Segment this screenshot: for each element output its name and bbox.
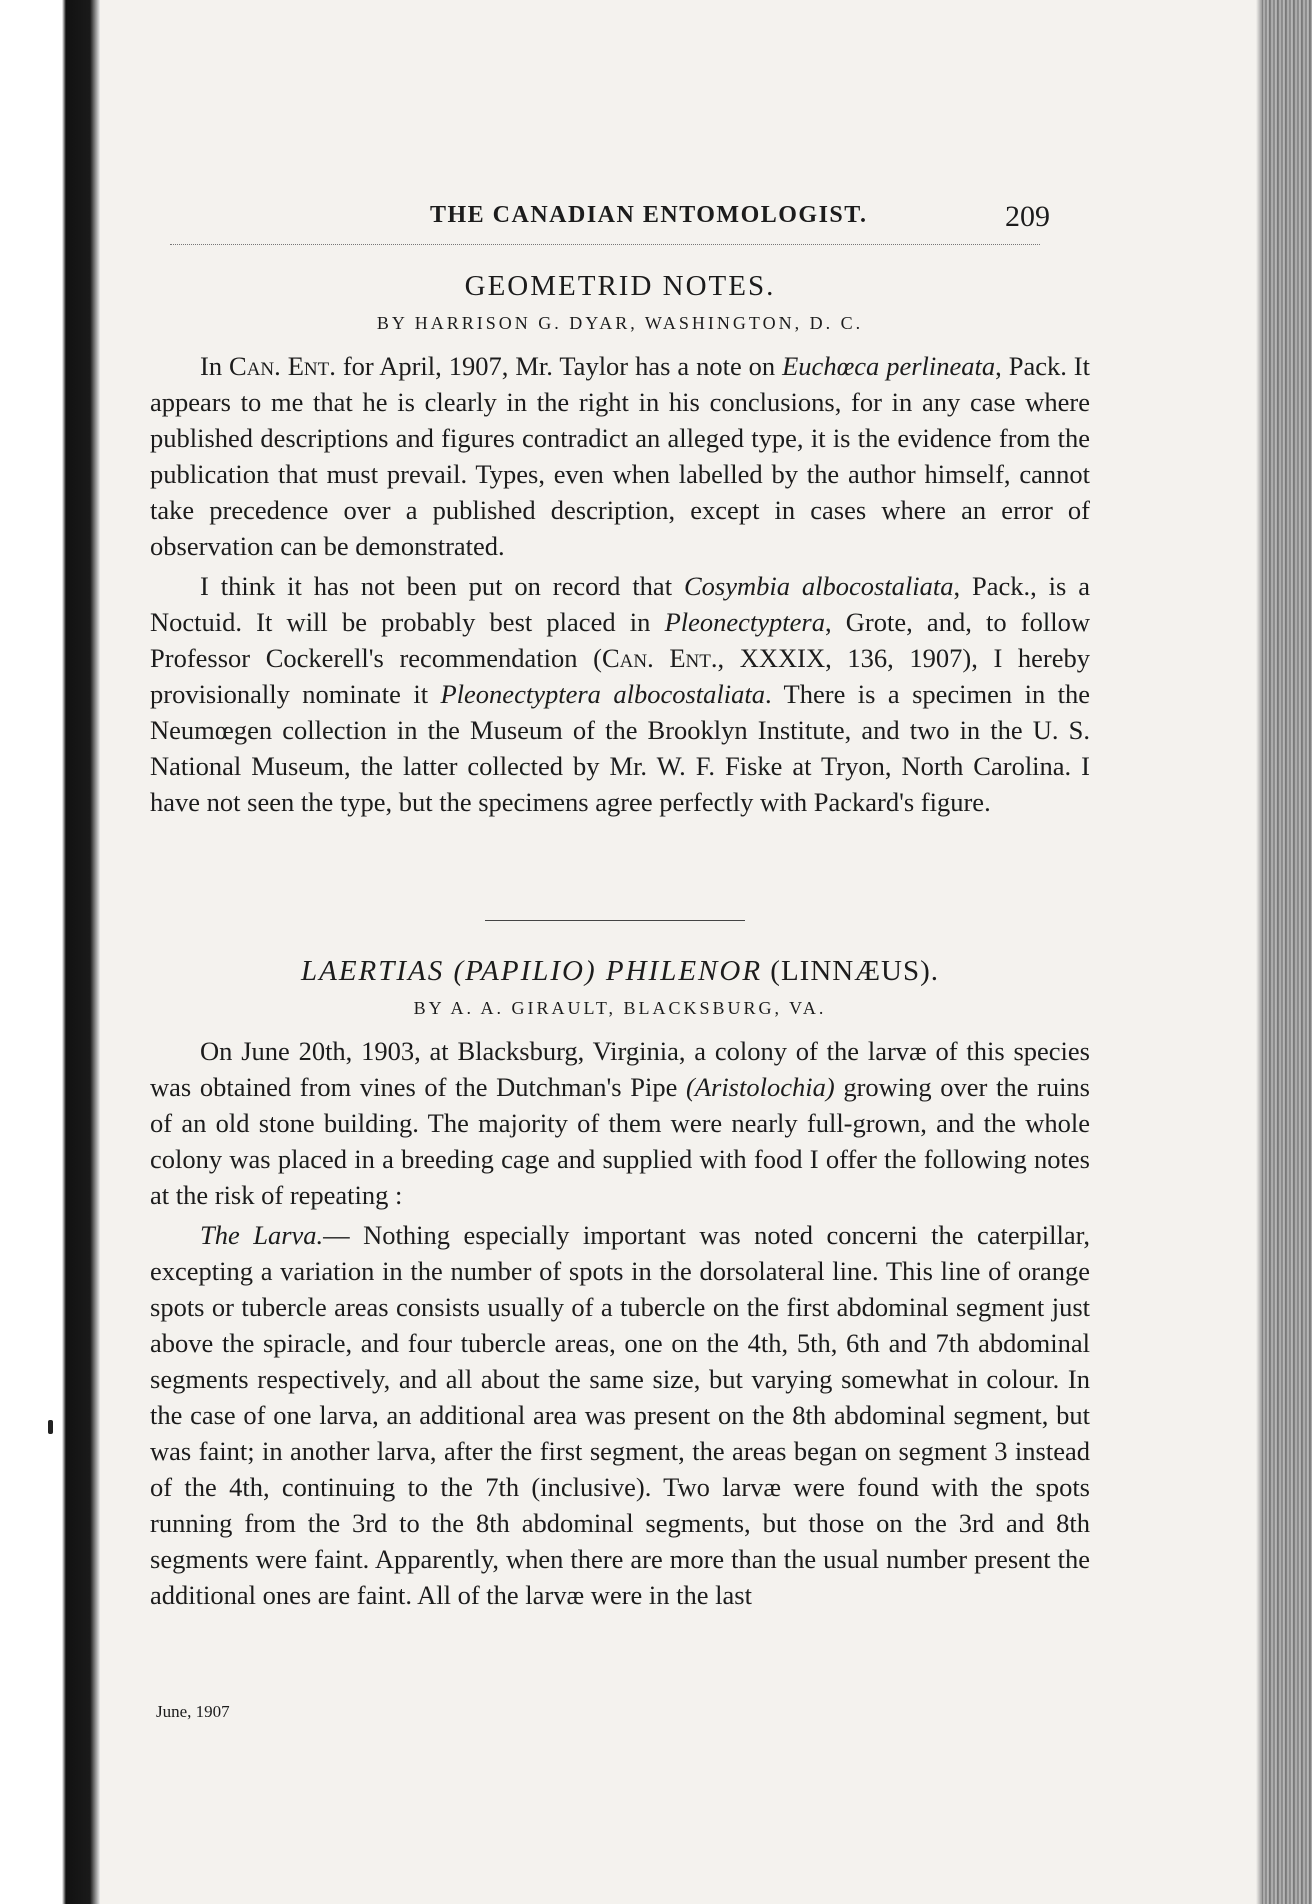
paragraph: In Can. Ent. for April, 1907, Mr. Taylor has a note on Euchœca perlineata, Pack. It appears to me that he is clearly in the right in his conclusions, for in any case where published descriptions and figures contradict an alleged type, it is the evidence from the publication that must prevail. Types, even when labelled by the author himself, cannot take precedence over a published description, except in cases where an error of observation can be demonstrated. xyxy=(150,351,1090,561)
header-rule xyxy=(170,244,1040,245)
issue-date: June, 1907 xyxy=(156,1702,230,1721)
article-geometrid-notes xyxy=(150,270,1090,820)
book-page xyxy=(150,180,1100,1740)
running-head xyxy=(150,202,1100,242)
page-edges xyxy=(1262,0,1312,1904)
section-divider xyxy=(485,920,745,921)
binding-mark xyxy=(48,1420,53,1434)
article-title: GEOMETRID NOTES. xyxy=(464,270,776,302)
paragraph: On June 20th, 1903, at Blacksburg, Virginia, a colony of the larvæ of this species was obtained from vines of the Dutchman's Pipe (Aristolochia) growing over the ruins of an old stone building. The majority of them were nearly full-grown, and the whole colony was placed in a breeding cage and supplied with food I offer the following notes at the risk of repeating : xyxy=(150,1036,1090,1210)
journal-title: THE CANADIAN ENTOMOLOGIST. xyxy=(430,202,868,228)
book-gutter xyxy=(0,0,100,1904)
page-number: 209 xyxy=(1005,200,1050,233)
paragraph: The Larva.— Nothing especially important was noted concerni the caterpillar, excepting a variation in the number of spots in the dorsolateral line. This line of orange spots or tubercle areas consists usually of a tubercle on the first abdominal segment just above the spiracle, and four tubercle areas, one on the 4th, 5th, 6th and 7th abdominal segments respectively, and all about the same size, but varying somewhat in colour. In the case of one larva, an additional area was present on the 8th abdominal segment, but was faint; in another larva, after the first segment, the areas began on segment 3 instead of the 4th, continuing to the 7th (inclusive). Two larvæ were found with the spots running from the 3rd to the 8th abdominal segments, but those on the 3rd and 8th segments were faint. Apparently, when there are more than the usual number present the additional ones are faint. All of the larvæ were in the last xyxy=(150,1220,1090,1610)
article-byline: BY HARRISON G. DYAR, WASHINGTON, D. C. xyxy=(376,313,864,333)
article-laertias-philenor xyxy=(150,955,1090,1613)
article-title: LAERTIAS (PAPILIO) PHILENOR (LINNÆUS). xyxy=(301,955,939,987)
paragraph: I think it has not been put on record that Cosymbia albocostaliata, Pack., is a Noctuid. It will be probably best placed in Pleonectyptera, Grote, and, to follow Professor Cockerell's recommendation (Can. Ent., XXXIX, 136, 1907), I hereby provisionally nominate it Pleonectyptera albocostaliata. There is a specimen in the Neumœgen collection in the Museum of the Brooklyn Institute, and two in the U. S. National Museum, the latter collected by Mr. W. F. Fiske at Tryon, North Carolina. I have not seen the type, but the specimens agree perfectly with Packard's figure. xyxy=(150,571,1091,817)
article-byline: BY A. A. GIRAULT, BLACKSBURG, VA. xyxy=(413,998,827,1018)
